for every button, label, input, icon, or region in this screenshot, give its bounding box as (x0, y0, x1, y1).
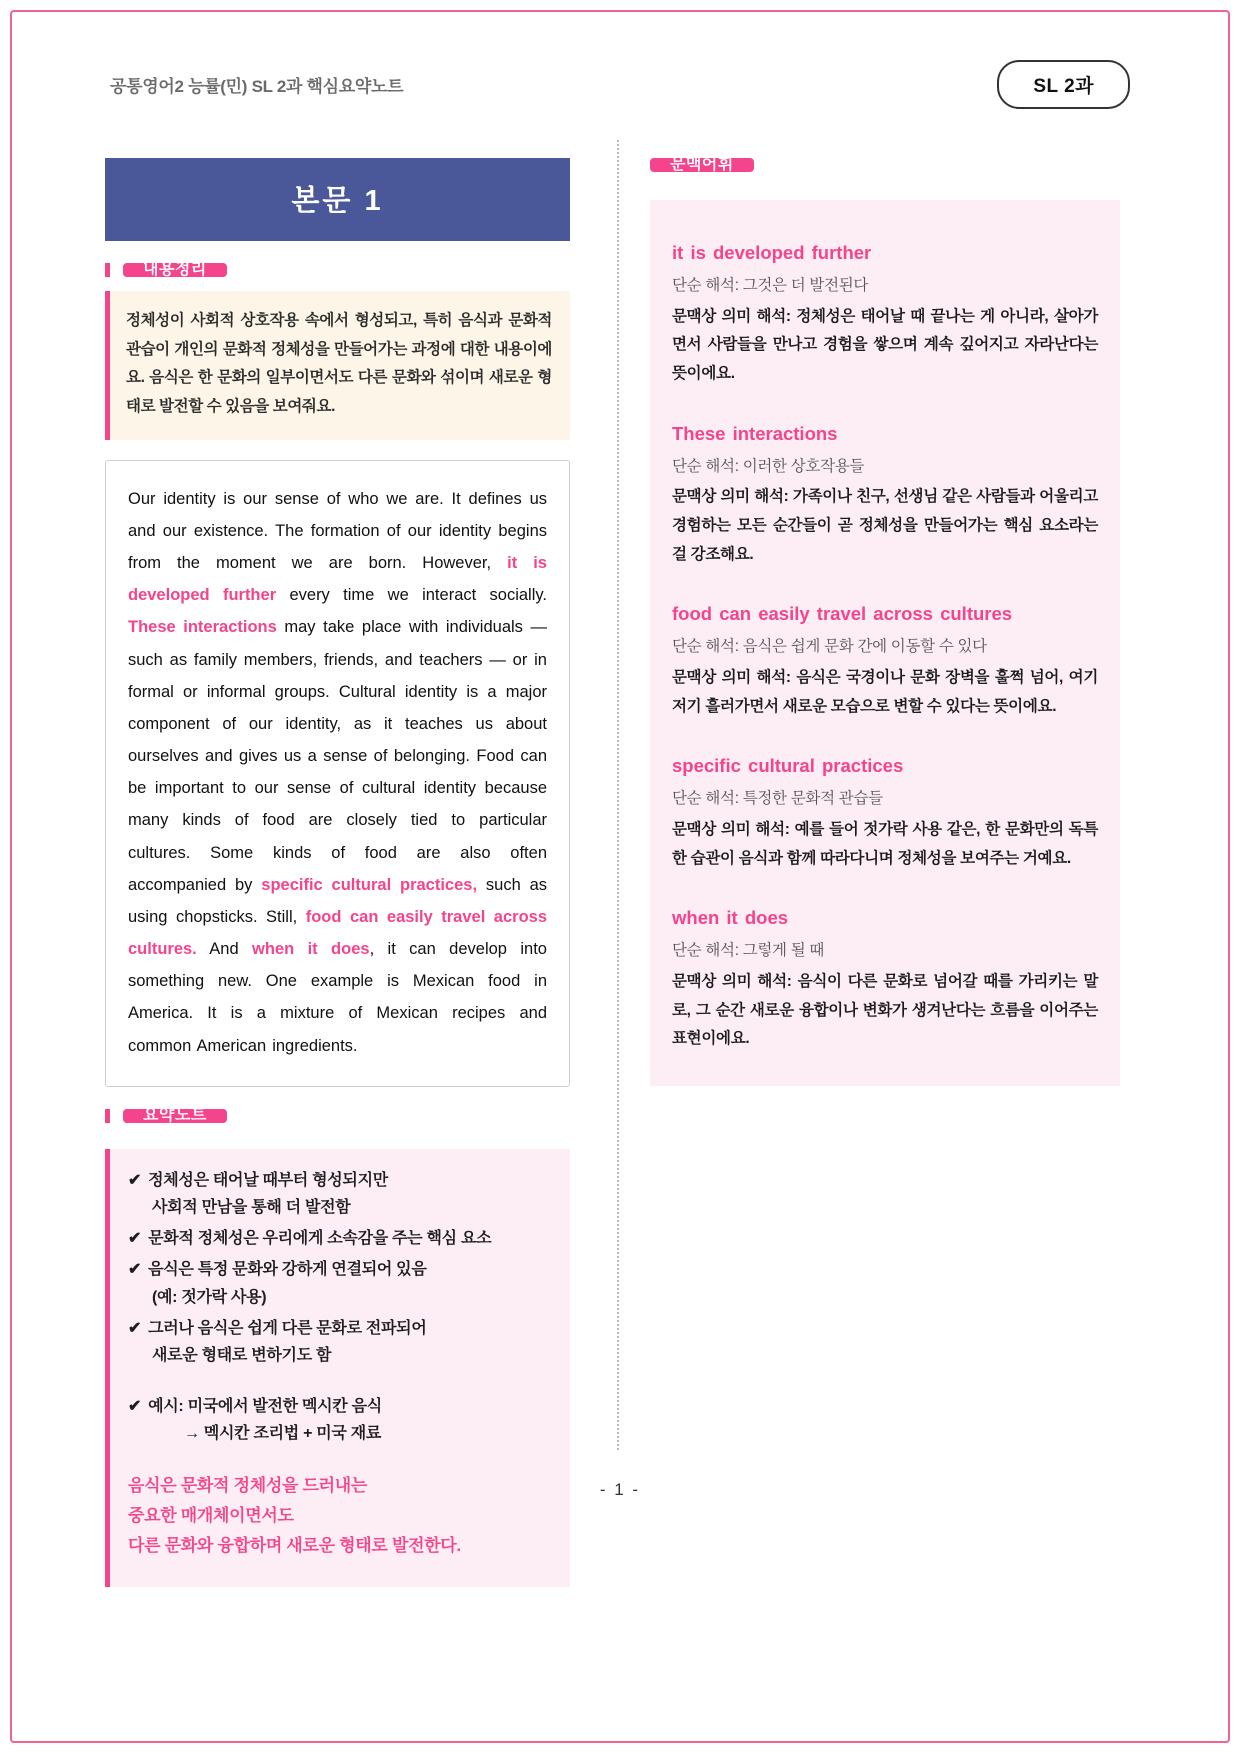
vocab-entry (672, 603, 1098, 721)
right-column (650, 158, 1120, 1086)
vocab-term: specific cultural practices (672, 755, 904, 777)
summary-note-list (128, 1167, 550, 1448)
main-title: 본문 1 (105, 158, 570, 241)
vocab-term: These interactions (672, 422, 838, 444)
note-example-sub: → 멕시칸 조리법 + 미국 재료 (184, 1425, 382, 1443)
note-example-main: 예시: 미국에서 발전한 멕시칸 음식 (148, 1398, 382, 1416)
note-item-sub: 사회적 만남을 통해 더 발전함 (152, 1198, 351, 1216)
english-passage (105, 460, 570, 1087)
list-item (128, 1167, 550, 1221)
vocab-term: food can easily travel across cultures (672, 603, 1013, 625)
lesson-badge: SL 2과 (997, 60, 1130, 109)
vocab-context-meaning: 문맥상 의미 해석: 정체성은 태어날 때 끝나는 게 아니라, 살아가면서 사람들을 만나고 경험을 쌓으며 계속 깊어지고 자라난다는 뜻이에요. (672, 307, 1098, 383)
passage-part-1: Our identity is our sense of who we are. It defines us and our existence. The formation of our identity begins from the moment we are born. However, (128, 489, 547, 573)
list-item (128, 1225, 550, 1252)
vocab-tag-row (650, 158, 1120, 172)
check-icon: ✔ (128, 1319, 142, 1337)
page-number: - 1 - (599, 1480, 641, 1499)
vocab-simple-meaning: 단순 해석: 특정한 문화적 관습들 (672, 790, 883, 808)
note-item-sub: 새로운 형태로 변하기도 함 (152, 1346, 332, 1364)
note-item-main: 정체성은 태어날 때부터 형성되지만 (148, 1171, 388, 1189)
page-header (110, 60, 1130, 109)
note-conclusion-line-3: 다른 문화와 융합하며 새로운 형태로 발전한다. (128, 1535, 461, 1555)
vocab-context-meaning: 문맥상 의미 해석: 음식이 다른 문화로 넘어갈 때를 가리키는 말로, 그 순간 새로운 융합이나 변화가 생겨난다는 흐름을 이어주는 표현이에요. (672, 973, 1098, 1048)
vocab-simple-meaning: 단순 해석: 그렇게 될 때 (672, 942, 825, 960)
passage-part-6: , it can develop into something new. One example is Mexican food in America. It is a mixture of Mexican recipes and common American ingredients. (128, 940, 547, 1055)
check-icon: ✔ (128, 1398, 142, 1416)
vocab-entry (672, 423, 1098, 570)
passage-part-5: And (196, 940, 253, 959)
note-item-main: 문화적 정체성은 우리에게 소속감을 주는 핵심 요소 (148, 1230, 492, 1248)
passage-highlight-2: These interactions (128, 618, 277, 637)
vocab-entry (672, 907, 1098, 1054)
passage-highlight-5: when it does (252, 940, 370, 959)
vocab-simple-meaning: 단순 해석: 이러한 상호작용들 (672, 457, 865, 475)
vocab-simple-meaning: 단순 해석: 음식은 쉽게 문화 간에 이동할 수 있다 (672, 638, 987, 656)
passage-highlight-3: specific cultural practices, (261, 875, 478, 894)
vocab-entry (672, 242, 1098, 389)
passage-part-3: may take place with individuals — such as family members, friends, and teachers — or in formal or informal groups. Cultural identity is a major component of our identity, as it teaches us about ourselves and gives us a sense of belonging. Food can be important to our sense of cultural identity because many kinds of food are closely tied to particular cultures. Some kinds of food are also often accompanied by (128, 618, 547, 894)
vocab-entry (672, 755, 1098, 873)
summary-note-tag: 요약노트 (123, 1109, 227, 1123)
note-spacer (128, 1373, 550, 1389)
left-column (105, 158, 570, 1587)
note-item-main: 그러나 음식은 쉽게 다른 문화로 전파되어 (148, 1319, 427, 1337)
vocab-simple-meaning: 단순 해석: 그것은 더 발전된다 (672, 277, 869, 294)
check-icon: ✔ (128, 1261, 142, 1279)
content-summary-tag: 내용정리 (123, 263, 227, 277)
note-conclusion-line-1: 음식은 문화적 정체성을 드러내는 (128, 1476, 367, 1496)
summary-note-box (105, 1149, 570, 1587)
list-item-example (128, 1393, 550, 1447)
context-vocab-panel (650, 200, 1120, 1086)
vocab-term: when it does (672, 907, 789, 929)
vocab-term: it is developed further (672, 242, 872, 263)
note-item-sub: (예: 젓가락 사용) (152, 1288, 267, 1306)
column-divider (617, 140, 619, 1450)
check-icon: ✔ (128, 1230, 142, 1248)
vocab-context-meaning: 문맥상 의미 해석: 가족이나 친구, 선생님 같은 사람들과 어울리고 경험하는 모든 순간들이 곧 정체성을 만들어가는 핵심 요소라는 걸 강조해요. (672, 488, 1098, 563)
content-summary-text: 정체성이 사회적 상호작용 속에서 형성되고, 특히 음식과 문화적 관습이 개인의 문화적 정체성을 만들어가는 과정에 대한 내용이에요. 음식은 한 문화의 일부이면서도 다른 문화와 섞이며 새로운 형태로 발전할 수 있음을 보여줘요. (105, 291, 570, 440)
passage-highlight-4: food can easily travel across cultures. (128, 907, 547, 959)
note-tag-row (105, 1106, 570, 1124)
list-item (128, 1256, 550, 1310)
vocab-context-meaning: 문맥상 의미 해석: 예를 들어 젓가락 사용 같은, 한 문화만의 독특한 습관이 음식과 함께 따라다니며 정체성을 보여주는 거예요. (672, 821, 1098, 867)
note-item-main: 음식은 특정 문화와 강하게 연결되어 있음 (148, 1261, 427, 1279)
header-title: 공통영어2 능률(민) SL 2과 핵심요약노트 (110, 77, 404, 96)
passage-part-2: every time we interact socially. (276, 586, 548, 605)
vocab-context-meaning: 문맥상 의미 해석: 음식은 국경이나 문화 장벽을 훌쩍 넘어, 여기저기 흘러가면서 새로운 모습으로 변할 수 있다는 뜻이에요. (672, 669, 1098, 715)
passage-part-4: such as using chopsticks. Still, (128, 875, 548, 926)
passage-highlight-1: it is developed further (128, 554, 547, 605)
note-conclusion-line-2: 중요한 매개체이면서도 (128, 1506, 294, 1526)
content-tag-row (105, 263, 570, 277)
check-icon: ✔ (128, 1171, 142, 1189)
list-item (128, 1315, 550, 1369)
context-vocab-tag: 문맥어휘 (650, 158, 754, 172)
